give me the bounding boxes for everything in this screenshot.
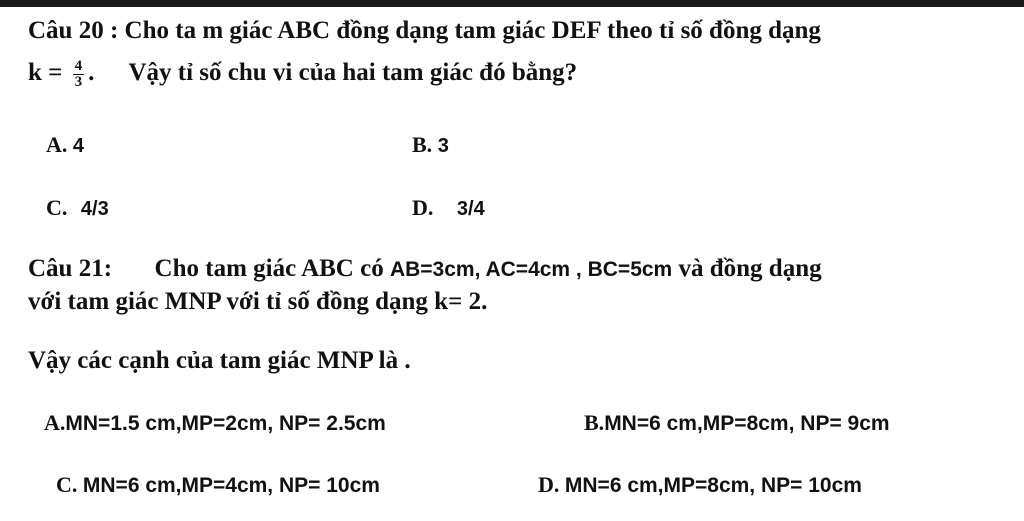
q20-option-a[interactable]	[46, 131, 84, 160]
q21-line2: với tam giác MNP với tỉ số đồng dạng k= 2.	[28, 288, 488, 315]
q21-option-c[interactable]	[56, 471, 380, 500]
q21-option-d-value: MN=6 cm,MP=8cm, NP= 10cm	[564, 474, 862, 497]
q20-option-b-value: 3	[437, 135, 449, 157]
q20-option-b[interactable]	[412, 131, 449, 160]
q20-line1: Câu 20 : Cho ta m giác ABC đồng dạng tam giác DEF theo tỉ số đồng dạng	[28, 17, 821, 44]
q20-option-d-value: 3/4	[456, 198, 485, 220]
q20-k-denominator: 3	[74, 73, 83, 90]
q21-option-a[interactable]	[44, 409, 386, 438]
top-border	[0, 0, 1024, 7]
q21-question: Vậy các cạnh của tam giác MNP là .	[28, 347, 411, 374]
q20-k-label: k =	[28, 59, 63, 86]
q20-option-c-value: 4/3	[80, 198, 109, 220]
q21-option-b-label: B.	[584, 410, 605, 435]
q21-option-d-label: D.	[538, 472, 560, 497]
q20-k-end: .	[88, 59, 95, 86]
q21-option-a-label: A.	[44, 410, 66, 435]
q20-k-numerator: 4	[74, 57, 83, 74]
q20-option-c[interactable]	[46, 194, 109, 223]
q21-option-a-value: MN=1.5 cm,MP=2cm, NP= 2.5cm	[65, 412, 386, 435]
q20-line2	[28, 58, 577, 90]
q20-option-d[interactable]	[412, 194, 485, 223]
q21-line1-end: và đồng dạng	[678, 255, 822, 282]
q20-option-b-label: B.	[412, 132, 433, 157]
q21-option-c-value: MN=6 cm,MP=4cm, NP= 10cm	[82, 474, 380, 497]
q20-option-a-label: A.	[46, 132, 68, 157]
q20-question-text: Vậy tỉ số chu vi của hai tam giác đó bằng?	[128, 59, 578, 86]
q20-option-a-value: 4	[72, 135, 85, 157]
q21-option-b[interactable]	[584, 409, 890, 438]
q21-option-c-label: C.	[56, 472, 78, 497]
q21-option-d[interactable]	[538, 471, 862, 500]
q21-given-sides: AB=3cm, AC=4cm , BC=5cm	[389, 258, 673, 281]
q21-line1	[28, 254, 822, 285]
q21-intro-text: Cho tam giác ABC có	[154, 255, 384, 282]
q20-option-c-label: C.	[46, 195, 68, 220]
q21-option-b-value: MN=6 cm,MP=8cm, NP= 9cm	[604, 412, 890, 435]
q21-title: Câu 21:	[28, 255, 113, 282]
q20-k-fraction	[73, 59, 85, 90]
q20-option-d-label: D.	[412, 195, 434, 220]
